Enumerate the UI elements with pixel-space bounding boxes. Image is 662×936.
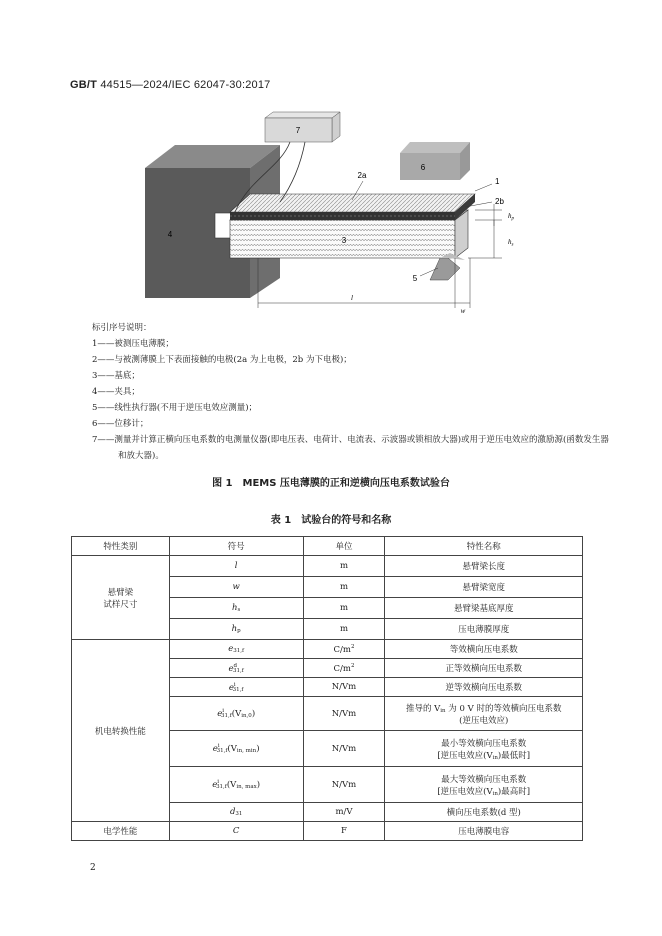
name-cell: 横向压电系数(d 型) bbox=[385, 803, 583, 822]
unit-cell: m/V bbox=[303, 803, 385, 822]
legend-item: 6——位移计； bbox=[92, 419, 149, 429]
table-row bbox=[72, 640, 583, 659]
symbol-cell: w bbox=[169, 577, 303, 598]
legend-item: 7——测量并计算正横向压电系数的电测量仪器(即电压表、电荷计、电流表、示波器或锁相放大器)或用于逆压电效应的激励源(函数发生器和放大器)。 bbox=[92, 435, 609, 461]
document-header bbox=[70, 79, 270, 91]
symbol-cell: $e^i31,f(Vin$, min) bbox=[169, 731, 303, 767]
dim-hs: $h_s$ bbox=[508, 238, 514, 248]
test-bench-figure bbox=[130, 108, 530, 318]
category-electromechanical: 机电转换性能 bbox=[72, 640, 170, 822]
legend-title: 标引序号说明： bbox=[92, 323, 152, 333]
label-5: 5 bbox=[412, 274, 418, 283]
legend-item: 4——夹具； bbox=[92, 387, 140, 397]
header-name: 特性名称 bbox=[385, 537, 583, 556]
header-category: 特性类别 bbox=[72, 537, 170, 556]
symbol-cell: C bbox=[169, 822, 303, 841]
legend-item: 1——被测压电薄膜； bbox=[92, 339, 174, 349]
figure-legend bbox=[92, 320, 612, 464]
figure-caption: 图 1 MEMS 压电薄膜的正和逆横向压电系数试验台 bbox=[212, 478, 450, 489]
name-cell: 压电薄膜电容 bbox=[385, 822, 583, 841]
name-cell: 压电薄膜厚度 bbox=[385, 619, 583, 640]
label-1: 1 bbox=[495, 177, 500, 186]
symbol-cell: $e^d31,f$ bbox=[169, 659, 303, 678]
category-electrical: 电学性能 bbox=[72, 822, 170, 841]
name-cell: 悬臂梁长度 bbox=[385, 556, 583, 577]
displacement-meter bbox=[400, 142, 470, 180]
standard-prefix: GB/T bbox=[70, 79, 98, 91]
label-4: 4 bbox=[167, 230, 173, 239]
unit-cell: N/Vm bbox=[303, 697, 385, 731]
header-unit: 单位 bbox=[303, 537, 385, 556]
unit-cell: m bbox=[303, 619, 385, 640]
standard-code: 44515—2024/IEC 62047-30:2017 bbox=[100, 79, 271, 91]
label-3: 3 bbox=[341, 236, 347, 245]
name-cell: 最大等效横向压电系数 [逆压电效应(Vin)最高时] bbox=[385, 767, 583, 803]
table-row bbox=[72, 556, 583, 577]
symbol-cell: d31 bbox=[169, 803, 303, 822]
symbol-cell: e31,f bbox=[169, 640, 303, 659]
label-7: 7 bbox=[295, 126, 301, 135]
measurement-instrument bbox=[265, 112, 340, 142]
category-cantilever: 悬臂梁 试样尺寸 bbox=[72, 556, 170, 640]
legend-item: 2——与被测薄膜上下表面接触的电极(2a 为上电极，2b 为下电极)； bbox=[92, 355, 352, 365]
header-symbol: 符号 bbox=[169, 537, 303, 556]
table-header-row bbox=[72, 537, 583, 556]
unit-cell: $C/m^2$ bbox=[303, 640, 385, 659]
page-number: 2 bbox=[90, 863, 96, 873]
label-2b: 2b bbox=[495, 197, 504, 206]
legend-item: 3——基底； bbox=[92, 371, 140, 381]
legend-item: 5——线性执行器(不用于逆压电效应测量)； bbox=[92, 403, 258, 413]
unit-cell: F bbox=[303, 822, 385, 841]
name-cell: 等效横向压电系数 bbox=[385, 640, 583, 659]
name-cell: 正等效横向压电系数 bbox=[385, 659, 583, 678]
name-cell: 推导的 Vin 为 0 V 时的等效横向压电系数 (逆压电效应) bbox=[385, 697, 583, 731]
label-2a: 2a bbox=[357, 171, 367, 180]
dim-w: w bbox=[460, 307, 466, 315]
symbols-table bbox=[71, 536, 583, 841]
unit-cell: m bbox=[303, 577, 385, 598]
symbol-cell: l bbox=[169, 556, 303, 577]
table-row bbox=[72, 822, 583, 841]
table-caption: 表 1 试验台的符号和名称 bbox=[270, 515, 392, 526]
unit-cell: m bbox=[303, 556, 385, 577]
unit-cell: N/Vm bbox=[303, 767, 385, 803]
symbol-cell: hs bbox=[169, 598, 303, 619]
piezo-film bbox=[230, 194, 475, 220]
symbol-cell: hp bbox=[169, 619, 303, 640]
dim-hp: $h_p$ bbox=[508, 212, 514, 222]
unit-cell: $C/m^2$ bbox=[303, 659, 385, 678]
dim-l: l bbox=[351, 294, 353, 302]
name-cell: 悬臂梁基底厚度 bbox=[385, 598, 583, 619]
name-cell: 逆等效横向压电系数 bbox=[385, 678, 583, 697]
unit-cell: m bbox=[303, 598, 385, 619]
symbol-cell: $e^i31,f(Vin,0)$ bbox=[169, 697, 303, 731]
label-6: 6 bbox=[420, 163, 426, 172]
symbol-cell: $e^i31,f(Vin$, max) bbox=[169, 767, 303, 803]
name-cell: 悬臂梁宽度 bbox=[385, 577, 583, 598]
unit-cell: N/Vm bbox=[303, 678, 385, 697]
name-cell: 最小等效横向压电系数 [逆压电效应(Vin)最低时] bbox=[385, 731, 583, 767]
unit-cell: N/Vm bbox=[303, 731, 385, 767]
symbol-cell: $e^i31,f$ bbox=[169, 678, 303, 697]
